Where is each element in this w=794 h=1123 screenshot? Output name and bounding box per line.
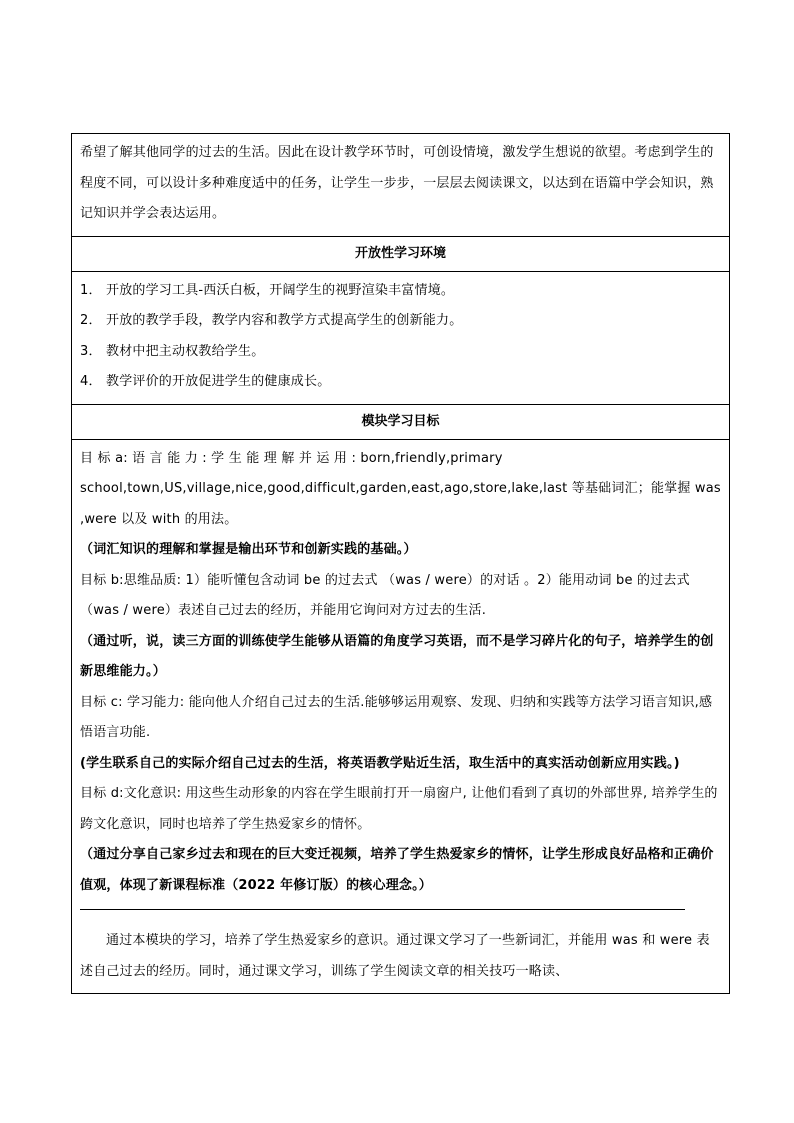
summary-text: 通过本模块的学习，培养了学生热爱家乡的意识。通过课文学习了一些新词汇，并能用 was 和 were 表述自己过去的经历。同时，通过课文学习，训练了学生阅读文章的相关技巧一略读、 bbox=[80, 933, 710, 979]
env-list-row bbox=[72, 272, 729, 405]
goal-d: 目标 d:文化意识: 用这些生动形象的内容在学生眼前打开一扇窗户, 让他们看到了真切的外部世界, 培养学生的跨文化意识，同时也培养了学生热爱家乡的情怀。 bbox=[80, 786, 718, 832]
goal-b: 目标 b:思维品质: 1）能听懂包含动词 be 的过去式 （was / were）的对话 。2）能用动词 be 的过去式 （was / were）表述自己过去的经历，并能用它询问对方过去的生活. bbox=[80, 572, 690, 618]
env-header: 开放性学习环境 bbox=[354, 245, 446, 261]
goal-c-note: (学生联系自己的实际介绍自己过去的生活，将英语教学贴近生活，取生活中的真实活动创新应用实践。) bbox=[80, 755, 680, 771]
goal-b-note: （通过听，说，读三方面的训练使学生能够从语篇的角度学习英语，而不是学习碎片化的句子，培养学生的创新思维能力。） bbox=[80, 633, 714, 679]
goal-a-note: （词汇知识的理解和掌握是输出环节和创新实践的基础。） bbox=[80, 542, 417, 557]
goals-header-row bbox=[72, 405, 729, 440]
intro-text: 希望了解其他同学的过去的生活。因此在设计教学环节时，可创设情境，激发学生想说的欲望。考虑到学生的程度不同，可以设计多种难度适中的任务，让学生一步步，一层层去阅读课文，以达到在语篇中学会知识，熟记知识并学会表达运用。 bbox=[80, 145, 714, 221]
goal-d-note: （通过分享自己家乡过去和现在的巨大变迁视频，培养了学生热爱家乡的情怀，让学生形成良好品格和正确价值观，体现了新课程标准（2022 年修订版）的核心理念。） bbox=[80, 847, 714, 893]
divider-line bbox=[80, 909, 685, 910]
intro-row bbox=[72, 134, 729, 237]
env-item: 4． 教学评价的开放促进学生的健康成长。 bbox=[80, 374, 331, 389]
goal-c: 目标 c: 学习能力: 能向他人介绍自己过去的生活.能够够运用观察、发现、归纳和实践等方法学习语言知识,感悟语言功能. bbox=[80, 694, 713, 740]
env-item: 1． 开放的学习工具-西沃白板，开阔学生的视野渲染丰富情境。 bbox=[80, 282, 455, 298]
goals-header: 模块学习目标 bbox=[361, 413, 440, 429]
env-item: 2． 开放的教学手段，教学内容和教学方式提高学生的创新能力。 bbox=[80, 313, 463, 328]
goal-a: 目 标 a: 语 言 能 力 : 学 生 能 理 解 并 运 用 : born,friendly,primary school,town,US,village,nice,good,difficult,garden,east,ago,store,lake,last 等基础词汇；能掌握 was ,were 以及 with 的用法。 bbox=[80, 450, 721, 527]
env-item: 3． 教材中把主动权教给学生。 bbox=[80, 343, 265, 359]
goals-row bbox=[72, 440, 729, 994]
goals-list bbox=[72, 440, 729, 994]
lesson-plan-table bbox=[71, 133, 730, 994]
env-header-row bbox=[72, 237, 729, 272]
env-list bbox=[72, 272, 729, 404]
